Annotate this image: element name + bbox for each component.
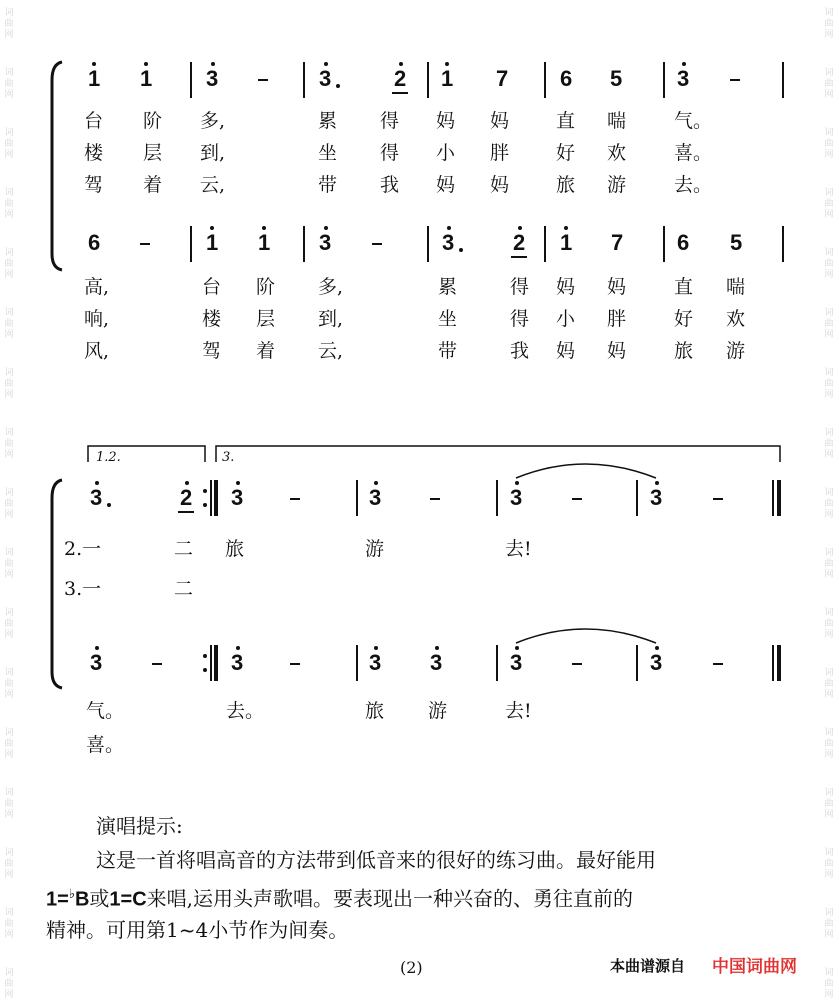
lyric: 2.一 (64, 538, 102, 560)
lyric: 去。 (226, 700, 265, 722)
watermark-char: 曲 (824, 859, 834, 869)
watermark-char: 词 (824, 188, 834, 198)
watermark-char: 曲 (4, 499, 14, 509)
watermark-char: 词 (4, 908, 14, 918)
lyric: 旅 (556, 174, 576, 196)
key-2: 1= (109, 888, 133, 911)
volta-1-2-label: 1.2. (96, 450, 121, 465)
watermark-char: 网 (824, 990, 834, 1000)
watermark-char: 词 (824, 608, 834, 618)
watermark-char: 曲 (824, 499, 834, 509)
watermark-char: 词 (4, 548, 14, 558)
watermark-char: 网 (4, 90, 14, 100)
lyric: 喜。 (674, 142, 713, 164)
lyric: 高, (84, 276, 110, 298)
watermark-char: 网 (4, 570, 14, 580)
watermark-char: 网 (4, 510, 14, 520)
lyric: 带 (438, 340, 458, 362)
key-c: C (132, 888, 147, 911)
notes-title: 演唱提示: (96, 814, 183, 838)
watermark-char: 词 (4, 68, 14, 78)
lyric: 喜。 (86, 734, 125, 756)
watermark-char: 曲 (824, 439, 834, 449)
watermark-char: 曲 (824, 679, 834, 689)
watermark-char: 曲 (4, 379, 14, 389)
watermark-char: 网 (4, 150, 14, 160)
lyric: 游 (726, 340, 746, 362)
watermark-char: 网 (824, 90, 834, 100)
watermark-char: 词 (824, 8, 834, 18)
lyric: 得 (380, 142, 400, 164)
watermark-char: 曲 (824, 979, 834, 989)
watermark-char: 网 (824, 150, 834, 160)
barlines-s1-lower (191, 226, 783, 262)
lyric: 好 (674, 308, 694, 330)
notes-line-3-text: 精神。可用第1~4小节作为间奏。 (46, 918, 349, 942)
watermark-char: 网 (824, 930, 834, 940)
watermark-char: 曲 (4, 919, 14, 929)
lyric: 层 (143, 142, 163, 164)
lyric: 累 (438, 276, 458, 298)
lyric: 着 (143, 174, 163, 196)
lyric: 胖 (607, 308, 627, 330)
lyric: 二 (174, 538, 194, 560)
lyric: 响, (84, 308, 110, 330)
watermark-char: 曲 (824, 199, 834, 209)
or-text: 或 (89, 886, 110, 911)
lyric: 旅 (225, 538, 245, 560)
lyric: 直 (556, 110, 576, 132)
watermark-char: 曲 (4, 259, 14, 269)
watermark-char: 网 (4, 630, 14, 640)
lyric: 阶 (256, 276, 276, 298)
lyric: 直 (674, 276, 694, 298)
lyric: 去! (505, 538, 532, 560)
watermark-char: 曲 (824, 319, 834, 329)
lyric: 得 (380, 110, 400, 132)
watermark-char: 词 (824, 488, 834, 498)
key-1: 1= (46, 888, 69, 911)
source-brand-link[interactable]: 中国词曲网 (712, 957, 797, 977)
watermark-char: 词 (4, 488, 14, 498)
watermark-char: 曲 (824, 379, 834, 389)
lyric: 二 (174, 578, 194, 600)
watermark-char: 曲 (4, 619, 14, 629)
watermark-char: 曲 (824, 79, 834, 89)
watermark-char: 网 (824, 270, 834, 280)
lyric: 驾 (84, 174, 104, 196)
lyric: 好 (556, 142, 576, 164)
lyric: 妈 (607, 276, 627, 298)
lyric: 气。 (86, 700, 125, 722)
watermark-char: 网 (824, 750, 834, 760)
lyric: 妈 (556, 340, 576, 362)
watermark-char: 曲 (4, 559, 14, 569)
watermark-char: 网 (824, 630, 834, 640)
lyric: 喘 (726, 276, 746, 298)
lyric: 层 (256, 308, 276, 330)
watermark-char: 词 (4, 608, 14, 618)
watermark-char: 词 (4, 8, 14, 18)
watermark-char: 词 (824, 308, 834, 318)
key-b: B (74, 888, 90, 911)
watermark-char: 曲 (4, 799, 14, 809)
lyric: 去! (505, 700, 532, 722)
watermark-char: 词 (824, 368, 834, 378)
watermark-char: 网 (824, 390, 834, 400)
watermark-char: 词 (824, 668, 834, 678)
lyric: 楼 (84, 142, 104, 164)
watermark-char: 曲 (824, 19, 834, 29)
watermark-char: 网 (824, 570, 834, 580)
source-label: 本曲谱源自 (610, 957, 686, 975)
volta-3-label: 3. (222, 450, 235, 465)
watermark-char: 词 (4, 128, 14, 138)
lyric: 得 (510, 308, 530, 330)
lyric: 去。 (674, 174, 713, 196)
watermark-char: 网 (824, 690, 834, 700)
watermark-char: 曲 (824, 559, 834, 569)
lyric: 游 (428, 700, 448, 722)
watermark-char: 网 (4, 30, 14, 40)
watermark-char: 词 (4, 728, 14, 738)
watermark-char: 词 (824, 848, 834, 858)
watermark-char: 词 (824, 788, 834, 798)
lyric: 游 (607, 174, 627, 196)
lyric: 楼 (202, 308, 222, 330)
watermark-char: 网 (824, 210, 834, 220)
watermark-char: 网 (4, 810, 14, 820)
watermark-char: 词 (4, 788, 14, 798)
lyric: 旅 (365, 700, 385, 722)
watermark-char: 网 (824, 810, 834, 820)
watermark-char: 词 (4, 368, 14, 378)
watermark-char: 词 (4, 428, 14, 438)
repeat-dots (203, 489, 207, 672)
notes-line-1 (96, 847, 656, 873)
watermark-char: 网 (4, 210, 14, 220)
watermark-char: 网 (824, 510, 834, 520)
lyric: 驾 (202, 340, 222, 362)
watermark-char: 曲 (4, 439, 14, 449)
watermark-char: 词 (824, 728, 834, 738)
system-brace (52, 62, 62, 270)
lyric: 得 (510, 276, 530, 298)
watermark-char: 词 (4, 188, 14, 198)
watermark-char: 曲 (824, 259, 834, 269)
lyric: 旅 (674, 340, 694, 362)
watermark-char: 词 (4, 668, 14, 678)
watermark-char: 词 (824, 128, 834, 138)
notes-line-2 (46, 882, 633, 913)
voltas (88, 446, 780, 462)
ties (516, 464, 656, 643)
lyric: 多, (200, 110, 226, 132)
watermark-char: 曲 (4, 319, 14, 329)
watermark-char: 网 (824, 870, 834, 880)
lyric: 胖 (490, 142, 510, 164)
lyric: 坐 (438, 308, 458, 330)
watermark-char: 曲 (4, 79, 14, 89)
lyric: 小 (436, 142, 456, 164)
watermark-char: 曲 (4, 979, 14, 989)
lyric: 风, (84, 340, 110, 362)
lyric: 欢 (726, 308, 746, 330)
watermark-char: 网 (4, 870, 14, 880)
system2-brace (52, 480, 62, 688)
watermark-char: 曲 (824, 739, 834, 749)
notes-line-3 (46, 917, 348, 943)
watermark-char: 词 (4, 968, 14, 978)
flat-sign: ♭ (68, 887, 75, 902)
lyric: 妈 (436, 110, 456, 132)
watermark-char: 网 (824, 30, 834, 40)
lyric: 3.一 (64, 578, 102, 600)
watermark-char: 词 (824, 548, 834, 558)
watermark-char: 网 (4, 690, 14, 700)
notes-line-1-text: 这是一首将唱高音的方法带到低音来的很好的练习曲。最好能用 (96, 848, 656, 872)
lyric: 妈 (556, 276, 576, 298)
lyric: 气。 (674, 110, 713, 132)
lyric: 多, (318, 276, 344, 298)
watermark-char: 曲 (824, 619, 834, 629)
lyric: 我 (380, 174, 400, 196)
lyric: 妈 (490, 174, 510, 196)
watermark-char: 网 (824, 450, 834, 460)
watermark-char: 词 (824, 248, 834, 258)
watermark-char: 曲 (4, 679, 14, 689)
watermark-char: 曲 (4, 859, 14, 869)
watermark-char: 词 (824, 908, 834, 918)
watermark-char: 曲 (4, 739, 14, 749)
watermark-char: 曲 (824, 139, 834, 149)
watermark-char: 网 (4, 450, 14, 460)
watermark-char: 网 (4, 390, 14, 400)
watermark-char: 词 (4, 308, 14, 318)
watermark-char: 曲 (824, 799, 834, 809)
lyric: 妈 (436, 174, 456, 196)
watermark-char: 曲 (4, 199, 14, 209)
watermark-char: 词 (4, 848, 14, 858)
lyric: 台 (84, 110, 104, 132)
watermark-char: 网 (4, 990, 14, 1000)
lyric: 云, (318, 340, 344, 362)
barlines-s1-upper (191, 62, 783, 98)
watermark-char: 词 (824, 68, 834, 78)
lyric: 喘 (607, 110, 627, 132)
lyric: 到, (318, 308, 344, 330)
lyric: 游 (365, 538, 385, 560)
watermark-char: 曲 (824, 919, 834, 929)
watermark-char: 词 (824, 428, 834, 438)
lyric: 台 (202, 276, 222, 298)
lyric: 云, (200, 174, 226, 196)
lyric: 坐 (318, 142, 338, 164)
watermark-char: 词 (824, 968, 834, 978)
watermark-char: 曲 (4, 139, 14, 149)
lyric: 妈 (490, 110, 510, 132)
lyric: 带 (318, 174, 338, 196)
watermark-char: 网 (4, 750, 14, 760)
watermark-char: 网 (4, 930, 14, 940)
lyric: 妈 (607, 340, 627, 362)
lyric: 阶 (143, 110, 163, 132)
watermark-char: 网 (4, 270, 14, 280)
lyric: 我 (510, 340, 530, 362)
watermark-char: 网 (824, 330, 834, 340)
lyric: 到, (200, 142, 226, 164)
lyric: 累 (318, 110, 338, 132)
watermark-char: 网 (4, 330, 14, 340)
watermark-char: 词 (4, 248, 14, 258)
watermark-char: 曲 (4, 19, 14, 29)
lyric: 欢 (607, 142, 627, 164)
lyric: 小 (556, 308, 576, 330)
lyric: 着 (256, 340, 276, 362)
notes-line-2-rest: 来唱,运用头声歌唱。要表现出一种兴奋的、勇往直前的 (146, 886, 634, 911)
page-number: (2) (400, 958, 423, 977)
